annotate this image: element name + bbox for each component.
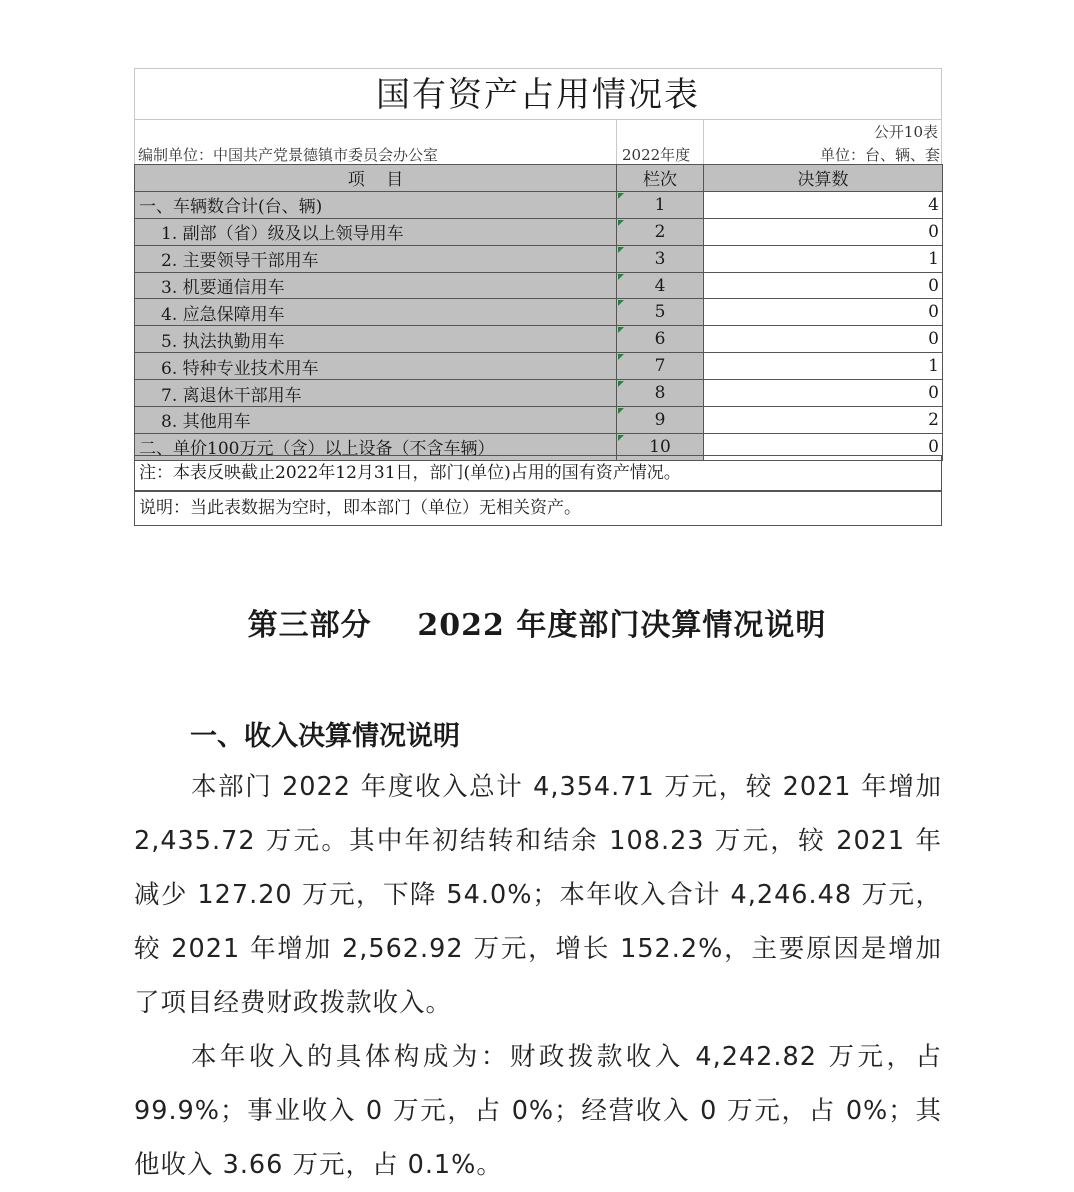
asset-usage-table-sheet	[134, 68, 942, 526]
table-row	[135, 326, 943, 353]
part-title: 第三部分 2022 年度部门决算情况说明	[247, 608, 827, 643]
table-row	[135, 191, 943, 218]
row-lane-number: 2	[617, 218, 704, 245]
row-amount-cell[interactable]: 0	[704, 272, 943, 299]
table-row	[135, 272, 943, 299]
grid-line	[703, 120, 704, 164]
row-lane-number: 6	[617, 326, 704, 353]
row-item-label: 2. 主要领导干部用车	[135, 245, 617, 272]
row-amount-cell[interactable]: 0	[704, 380, 943, 407]
row-lane-number: 1	[617, 191, 704, 218]
row-amount-cell[interactable]: 4	[704, 191, 943, 218]
row-amount-cell[interactable]: 0	[704, 218, 943, 245]
row-amount-cell[interactable]: 2	[704, 407, 943, 434]
table-row	[135, 407, 943, 434]
grid-line	[616, 120, 617, 164]
row-lane-number: 7	[617, 353, 704, 380]
row-item-label: 6. 特种专业技术用车	[135, 353, 617, 380]
row-amount-cell[interactable]: 1	[704, 245, 943, 272]
measure-unit: 单位：台、辆、套	[819, 146, 940, 164]
header-lane: 栏次	[617, 165, 704, 192]
asset-table	[134, 164, 943, 461]
header-item: 项 目	[135, 165, 617, 192]
table-title: 国有资产占用情况表	[134, 68, 942, 120]
paragraph: 本年收入的具体构成为：财政拨款收入 4,242.82 万元，占 99.9%；事业收入 0 万元，占 0%；经营收入 0 万元，占 0%；其他收入 3.66 万元，占 0.1%。	[134, 1042, 942, 1180]
row-item-label: 4. 应急保障用车	[135, 299, 617, 326]
table-row	[135, 299, 943, 326]
table-row	[135, 245, 943, 272]
table-row	[135, 218, 943, 245]
row-item-label: 3. 机要通信用车	[135, 272, 617, 299]
row-item-label: 二、单价100万元（含）以上设备（不含车辆）	[135, 433, 617, 460]
row-item-label: 1. 副部（省）级及以上领导用车	[135, 218, 617, 245]
paragraph: 本部门 2022 年度收入总计 4,354.71 万元，较 2021 年增加 2,435.72 万元。其中年初结转和结余 108.23 万元，较 2021 年减少 127.20 万元，下降 54.0%；本年收入合计 4,246.48 万元，较 2021 年增加 2,562.92 万元，增长 152.2%，主要原因是增加了项目经费财政拨款收入。	[134, 772, 942, 1018]
row-item-label: 5. 执法执勤用车	[135, 326, 617, 353]
row-lane-number: 3	[617, 245, 704, 272]
section-title: 一、收入决算情况说明	[190, 721, 460, 752]
row-amount-cell[interactable]: 0	[704, 299, 943, 326]
table-note: 注：本表反映截止2022年12月31日，部门(单位)占用的国有资产情况。	[134, 455, 942, 491]
row-amount-cell[interactable]: 1	[704, 353, 943, 380]
header-amount: 决算数	[704, 165, 943, 192]
form-number: 公开10表	[873, 123, 938, 141]
table-header-row	[135, 165, 943, 192]
row-amount-cell[interactable]: 0	[704, 326, 943, 353]
grid-line	[134, 120, 135, 164]
row-item-label: 7. 离退休干部用车	[135, 380, 617, 407]
row-lane-number: 10	[617, 433, 704, 460]
row-amount-cell[interactable]: 0	[704, 433, 943, 460]
row-item-label: 一、车辆数合计(台、辆)	[135, 191, 617, 218]
row-lane-number: 4	[617, 272, 704, 299]
table-explanation: 说明：当此表数据为空时，即本部门（单位）无相关资产。	[134, 491, 942, 526]
preparing-unit: 编制单位：中国共产党景德镇市委员会办公室	[138, 146, 439, 164]
row-lane-number: 9	[617, 407, 704, 434]
fiscal-year: 2022年度	[622, 146, 691, 164]
row-item-label: 8. 其他用车	[135, 407, 617, 434]
grid-line	[941, 120, 942, 164]
table-row	[135, 380, 943, 407]
row-lane-number: 8	[617, 380, 704, 407]
row-lane-number: 5	[617, 299, 704, 326]
table-row	[135, 353, 943, 380]
